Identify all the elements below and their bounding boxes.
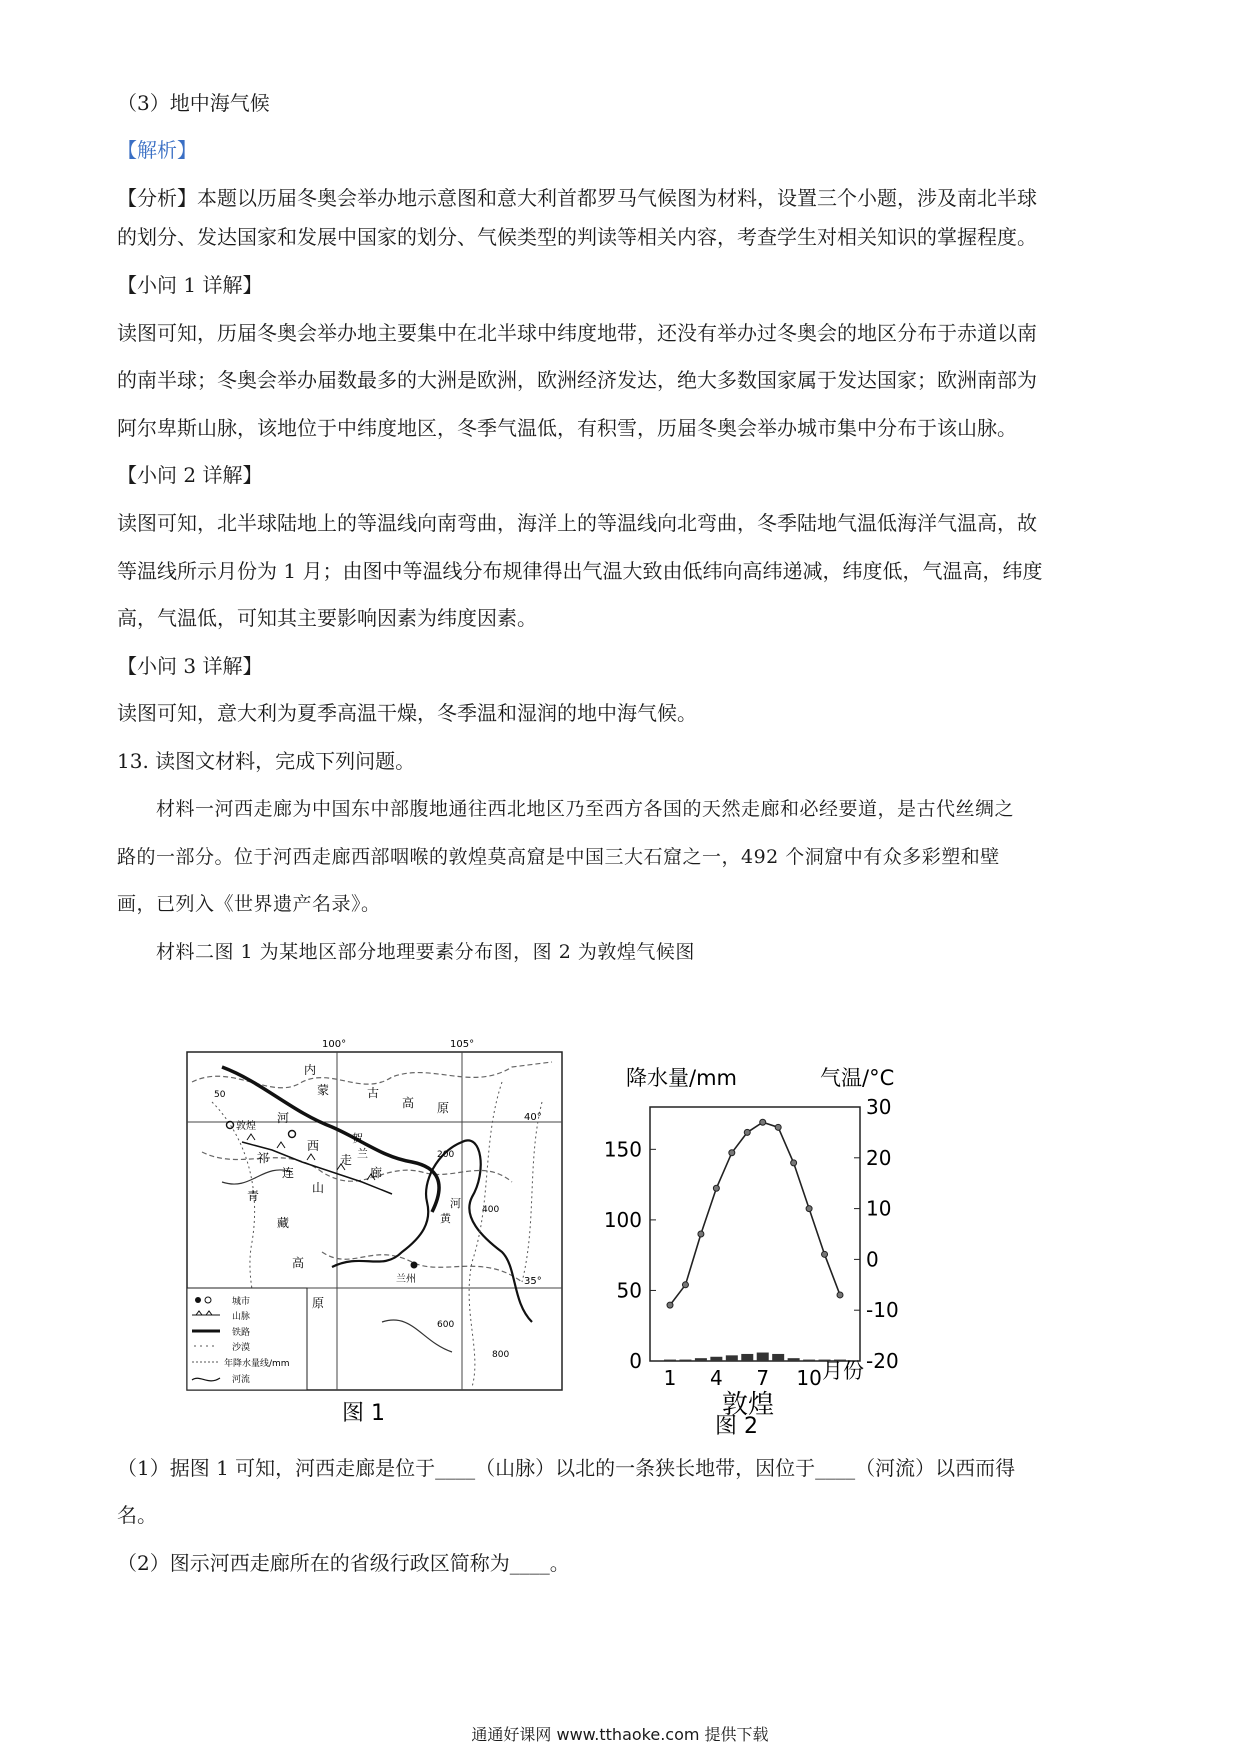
precipitation-bar [710,1357,722,1361]
precipitation-bar [679,1360,691,1361]
q2-line-3: 高，气温低，可知其主要影响因素为纬度因素。 [117,606,537,630]
legend-isohyet: 年降水量线/mm [224,1359,290,1369]
label-dunhuang: 敦煌 [236,1121,256,1132]
lon-label-100: 100° [322,1039,347,1050]
precipitation-bar [726,1355,738,1361]
label-gao2: 高 [292,1256,305,1270]
q1-line-1: 读图可知，历届冬奥会举办地主要集中在北半球中纬度地带，还没有举办过冬奥会的地区分布于赤道以南 [117,321,1037,345]
map-figure [182,1022,572,1427]
left-tick-label: 150 [603,1137,642,1162]
label-huang: 黄 [440,1212,451,1225]
label-lian: 连 [282,1166,295,1180]
label-nei: 内 [304,1063,317,1077]
label-he-lan-1: 贺 [352,1132,363,1145]
material-1-line-3: 画，已列入《世界遗产名录》。 [117,893,381,915]
legend-city: 城市 [232,1297,251,1307]
temperature-point [667,1302,673,1308]
isohyet-200: 200 [437,1150,455,1160]
map-drawing [182,1022,572,1427]
precipitation-bar [788,1358,800,1361]
label-he2: 河 [450,1197,461,1210]
isohyet-50: 50 [214,1090,226,1100]
label-yuan2: 原 [312,1296,325,1310]
x-tick-label: 4 [709,1366,723,1390]
temperature-point [744,1129,750,1135]
precipitation-bar [757,1353,769,1361]
temperature-point [837,1292,843,1298]
analysis-line-2: 的划分、发达国家和发展中国家的划分、气候类型的判读等相关内容，考查学生对相关知识的掌握程度。 [117,225,1037,249]
chart-caption: 图 2 [715,1414,758,1435]
label-gao1: 高 [402,1096,415,1110]
right-tick-label: 10 [866,1196,892,1221]
material-1-line-2: 路的一部分。位于河西走廊西部咽喉的敦煌莫高窟是中国三大石窟之一，492 个洞窟中有众多彩塑和壁 [117,846,1000,868]
q1-heading: 【小问 1 详解】 [117,273,263,297]
right-tick-label: 30 [866,1095,892,1119]
q2-line-2: 等温线所示月份为 1 月；由图中等温线分布规律得出气温大致由低纬向高纬递减，纬度低，气温高，纬度 [117,559,1043,583]
label-qing: 青 [247,1189,260,1203]
sub-question-1-line-2: 名。 [117,1503,157,1527]
precipitation-bar [741,1354,753,1361]
x-tick-label: 10 [796,1366,822,1390]
material-1-line-1: 材料一河西走廊为中国东中部腹地通往西北地区乃至西方各国的天然走廊和必经要道，是古代丝绸之 [156,798,1015,820]
temperature-point [775,1124,781,1130]
legend-river: 河流 [232,1375,251,1385]
lon-label-105: 105° [450,1039,475,1050]
x-tick-label: 7 [756,1366,770,1390]
precipitation-bar [803,1360,815,1361]
temperature-point [791,1160,797,1166]
map-caption: 图 1 [342,1401,385,1426]
precipitation-bar [695,1358,707,1361]
analysis-line-1: 【分析】本题以历届冬奥会举办地示意图和意大利首都罗马气候图为材料，设置三个小题，涉及南北半球 [117,186,1037,210]
label-meng: 蒙 [317,1083,330,1097]
label-gu: 古 [367,1086,380,1100]
q1-line-3: 阿尔卑斯山脉，该地位于中纬度地区，冬季气温低，有积雪，历届冬奥会举办城市集中分布于该山脉。 [117,416,1017,440]
legend-railway: 铁路 [232,1328,251,1338]
q2-line-1: 读图可知，北半球陆地上的等温线向南弯曲，海洋上的等温线向北弯曲，冬季陆地气温低海洋气温高，故 [117,511,1037,535]
climate-chart [590,1055,920,1435]
label-he-lan-2: 兰 [357,1147,368,1160]
sub-question-1-line-1: （1）据图 1 可知，河西走廊是位于____（山脉）以北的一条狭长地带，因位于____（河流）以西而得 [117,1456,1016,1480]
temperature-point [682,1282,688,1288]
isohyet-800: 800 [492,1350,510,1360]
sub-question-2: （2）图示河西走廊所在的省级行政区简称为____。 [117,1551,570,1575]
legend-desert: 沙漠 [232,1343,251,1353]
right-tick-label: 0 [866,1247,879,1272]
label-he: 河 [277,1111,290,1125]
q3-line-1: 读图可知，意大利为夏季高温干燥，冬季温和湿润的地中海气候。 [117,701,697,725]
label-lanzhou: 兰州 [396,1274,416,1285]
answer-3: （3）地中海气候 [117,91,270,115]
right-tick-label: 20 [866,1145,892,1170]
q2-heading: 【小问 2 详解】 [117,463,263,487]
label-shan: 山 [312,1181,325,1195]
label-xi: 西 [307,1139,320,1153]
chart-title: 敦煌 [722,1390,775,1420]
lat-label-40: 40° [524,1112,542,1123]
x-tick-label: 1 [663,1366,677,1390]
right-tick-label: -20 [866,1349,899,1373]
footer: 通通好课网 www.tthaoke.com 提供下载 [471,1725,769,1744]
left-tick-label: 0 [629,1349,642,1373]
legend-mountain: 山脉 [232,1312,251,1322]
right-axis-label: 气温/°C [820,1066,895,1090]
temperature-point [729,1150,735,1156]
plot-frame [650,1107,860,1361]
temperature-point [822,1251,828,1257]
temperature-point [806,1206,812,1212]
left-tick-label: 100 [603,1207,642,1232]
q1-line-2: 的南半球；冬奥会举办届数最多的大洲是欧洲，欧洲经济发达，绝大多数国家属于发达国家；欧洲南部为 [117,368,1037,392]
label-zang: 藏 [277,1216,290,1230]
temperature-point [760,1119,766,1125]
isohyet-600: 600 [437,1320,455,1330]
temperature-line [670,1122,840,1305]
isohyet-400: 400 [482,1205,500,1215]
left-axis-label: 降水量/mm [626,1066,737,1090]
lat-label-35: 35° [524,1276,542,1287]
material-2: 材料二图 1 为某地区部分地理要素分布图，图 2 为敦煌气候图 [156,941,695,963]
climate-chart-figure [590,1055,920,1435]
temperature-point [713,1185,719,1191]
label-qi: 祁 [257,1151,270,1165]
x-axis-unit: 月份 [822,1359,864,1383]
question-13: 13. 读图文材料，完成下列问题。 [117,749,416,773]
label-zou: 走 [340,1153,353,1167]
temperature-point [698,1231,704,1237]
left-tick-label: 50 [616,1278,642,1303]
right-tick-label: -10 [866,1298,899,1323]
q3-heading: 【小问 3 详解】 [117,654,263,678]
precipitation-bar [664,1360,676,1361]
label-lang: 廊 [370,1166,383,1180]
analysis-heading: 【解析】 [117,138,197,162]
precipitation-bar [772,1354,784,1361]
label-yuan1: 原 [437,1101,450,1115]
